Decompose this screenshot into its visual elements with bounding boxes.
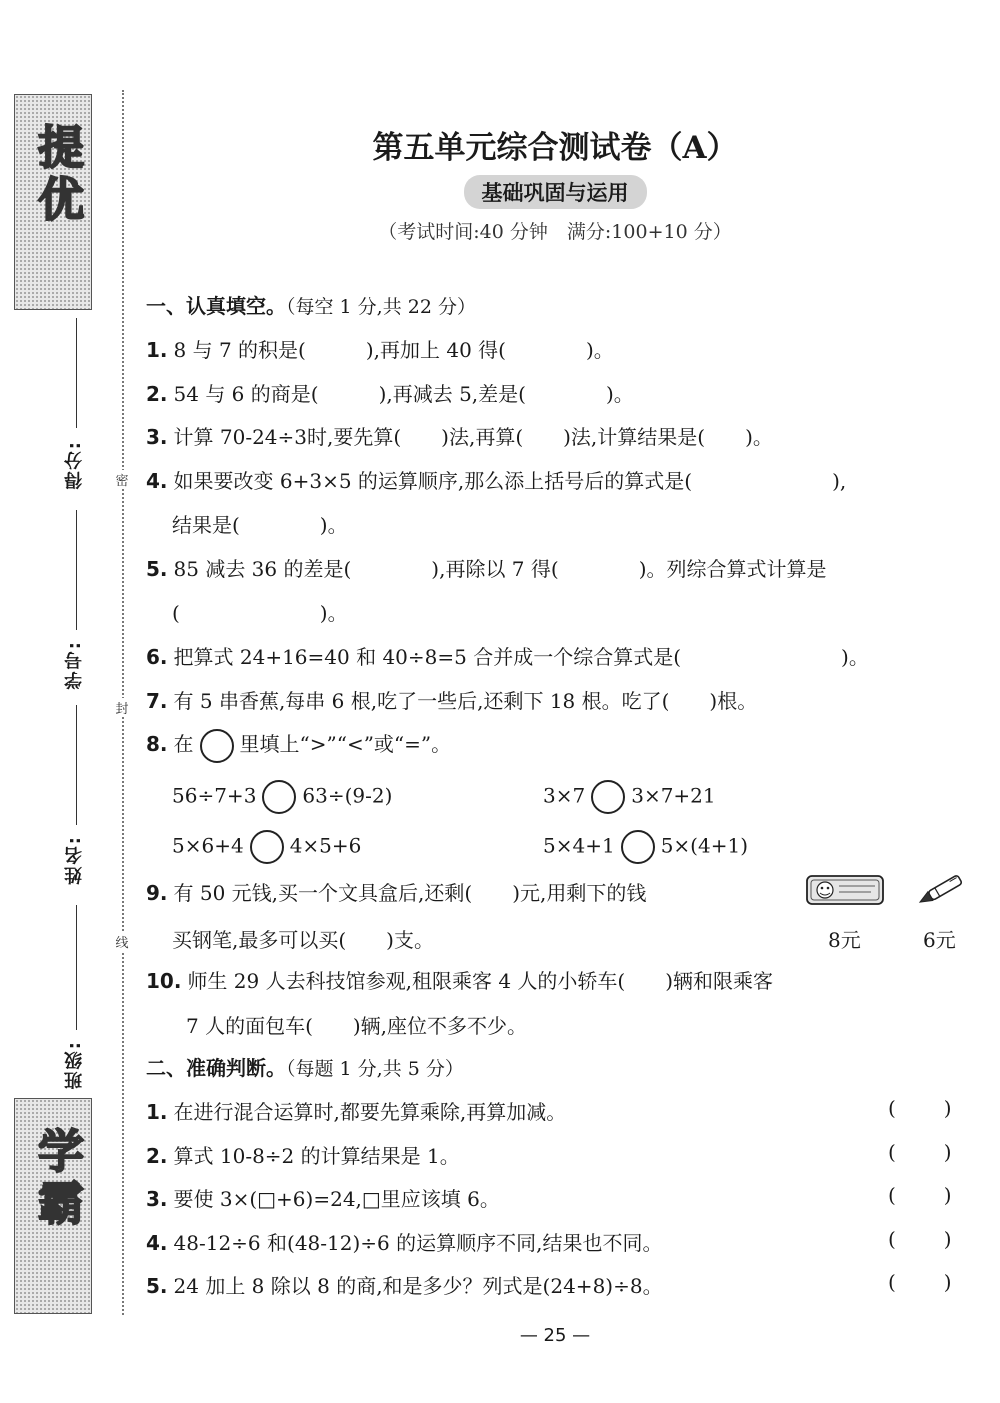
question-text: 如果要改变 6+3×5 的运算顺序,那么添上括号后的算式是( ), bbox=[173, 469, 847, 493]
section1-heading bbox=[146, 290, 476, 319]
name-line bbox=[76, 705, 77, 825]
question-text: 在进行混合运算时,都要先算乘除,再算加减。 bbox=[173, 1100, 567, 1124]
class-line bbox=[76, 905, 77, 1030]
question-text: 24 加上 8 除以 8 的商,和是多少？列式是(24+8)÷8。 bbox=[173, 1274, 663, 1298]
compare-item-4 bbox=[543, 830, 748, 864]
compare-right: 3×7+21 bbox=[631, 783, 716, 808]
answer-paren[interactable]: () bbox=[888, 1183, 1000, 1207]
score-line bbox=[76, 318, 77, 428]
question-4-cont: 结果是( )。 bbox=[172, 513, 348, 537]
question-text: 有 50 元钱,买一个文具盒后,还剩( )元,用剩下的钱 bbox=[173, 881, 647, 905]
compare-right: 63÷(9-2) bbox=[302, 783, 393, 808]
compare-right: 4×5+6 bbox=[289, 833, 362, 858]
compare-left: 5×4+1 bbox=[543, 833, 615, 858]
answer-paren[interactable]: () bbox=[888, 1270, 1000, 1294]
answer-circle[interactable] bbox=[250, 830, 284, 864]
question-10 bbox=[146, 965, 773, 994]
compare-left: 5×6+4 bbox=[172, 833, 244, 858]
page-number: — 25 — bbox=[519, 1325, 591, 1346]
compare-left: 56÷7+3 bbox=[172, 783, 257, 808]
class-label: 班级: bbox=[64, 1040, 85, 1090]
price-pen: 6元 bbox=[923, 928, 956, 952]
compare-item-1 bbox=[172, 780, 392, 814]
price-pencil-box: 8元 bbox=[828, 928, 861, 952]
question-number: 1. bbox=[146, 338, 168, 362]
question-number: 1. bbox=[146, 1100, 168, 1124]
section1-title: 一、认真填空。 bbox=[146, 294, 286, 318]
answer-circle[interactable] bbox=[621, 830, 655, 864]
compare-right: 5×(4+1) bbox=[660, 833, 748, 858]
subtitle-wrap bbox=[0, 175, 1000, 209]
exam-info: （考试时间:40 分钟 满分:100+10 分） bbox=[378, 221, 732, 243]
judge-item-2 bbox=[146, 1140, 460, 1169]
seal-xian: 线 bbox=[108, 932, 136, 951]
question-number: 5. bbox=[146, 1274, 168, 1298]
question-7 bbox=[146, 685, 757, 714]
judge-item-4 bbox=[146, 1227, 662, 1256]
subtitle-badge: 基础巩固与运用 bbox=[464, 175, 647, 209]
seal-mi: 密 bbox=[108, 470, 136, 489]
student-id-line bbox=[76, 510, 77, 630]
judge-item-1 bbox=[146, 1096, 566, 1125]
question-text-pre: 在 bbox=[173, 732, 194, 756]
question-text-post: 里填上“>”“<”或“=”。 bbox=[239, 732, 452, 756]
judge-item-5 bbox=[146, 1270, 663, 1299]
compare-left: 3×7 bbox=[543, 783, 586, 808]
question-1 bbox=[146, 334, 614, 363]
compare-item-3 bbox=[172, 830, 361, 864]
question-number: 2. bbox=[146, 1144, 168, 1168]
section2-score: （每题 1 分,共 5 分） bbox=[286, 1058, 464, 1080]
comparison-circle-icon bbox=[200, 729, 234, 763]
question-9 bbox=[146, 877, 646, 906]
section2-title: 二、准确判断。 bbox=[146, 1056, 286, 1080]
section1-score: （每空 1 分,共 22 分） bbox=[286, 296, 476, 318]
section2-heading bbox=[146, 1052, 464, 1081]
question-text: 要使 3×(□+6)=24,□里应该填 6。 bbox=[173, 1187, 500, 1211]
question-number: 3. bbox=[146, 425, 168, 449]
question-4 bbox=[146, 465, 846, 494]
question-text: 把算式 24+16=40 和 40÷8=5 合并成一个综合算式是( )。 bbox=[173, 645, 869, 669]
question-text: 算式 10-8÷2 的计算结果是 1。 bbox=[173, 1144, 460, 1168]
fountain-pen-icon bbox=[915, 870, 971, 910]
question-number: 3. bbox=[146, 1187, 168, 1211]
question-text: 54 与 6 的商是( ),再减去 5,差是( )。 bbox=[173, 382, 634, 406]
seal-feng: 封 bbox=[108, 698, 136, 717]
question-9-cont: 买钢笔,最多可以买( )支。 bbox=[172, 928, 434, 952]
question-5 bbox=[146, 553, 827, 582]
answer-paren[interactable]: () bbox=[888, 1227, 1000, 1251]
name-label: 姓名: bbox=[64, 835, 85, 885]
judge-item-3 bbox=[146, 1183, 500, 1212]
answer-paren[interactable]: () bbox=[888, 1140, 1000, 1164]
question-text: 有 5 串香蕉,每串 6 根,吃了一些后,还剩下 18 根。吃了( )根。 bbox=[173, 689, 758, 713]
question-number: 4. bbox=[146, 469, 168, 493]
top-tag-text: 提优 bbox=[31, 123, 85, 227]
pencil-box-icon bbox=[805, 872, 885, 908]
question-text: 85 减去 36 的差是( ),再除以 7 得( )。列综合算式计算是 bbox=[173, 557, 827, 581]
question-6 bbox=[146, 641, 869, 670]
question-10-cont: 7 人的面包车( )辆,座位不多不少。 bbox=[186, 1014, 528, 1038]
student-id-label: 学号: bbox=[64, 640, 85, 690]
question-8 bbox=[146, 728, 451, 763]
answer-circle[interactable] bbox=[591, 780, 625, 814]
page-title: 第五单元综合测试卷（A） bbox=[372, 130, 738, 166]
question-text: 48-12÷6 和(48-12)÷6 的运算顺序不同,结果也不同。 bbox=[173, 1231, 663, 1255]
question-number: 4. bbox=[146, 1231, 168, 1255]
question-number: 5. bbox=[146, 557, 168, 581]
question-number: 9. bbox=[146, 881, 168, 905]
answer-circle[interactable] bbox=[262, 780, 296, 814]
bottom-tag-text: 学霸 bbox=[31, 1127, 85, 1231]
question-number: 7. bbox=[146, 689, 168, 713]
question-text: 计算 70-24÷3时,要先算( )法,再算( )法,计算结果是( )。 bbox=[173, 425, 773, 449]
question-number: 10. bbox=[146, 969, 182, 993]
question-number: 2. bbox=[146, 382, 168, 406]
question-2 bbox=[146, 378, 634, 407]
question-3 bbox=[146, 421, 773, 450]
bottom-tag bbox=[14, 1098, 92, 1314]
question-5-cont: ( )。 bbox=[172, 601, 348, 625]
question-text: 8 与 7 的积是( ),再加上 40 得( )。 bbox=[173, 338, 614, 362]
answer-paren[interactable]: () bbox=[888, 1096, 1000, 1120]
score-label: 得分: bbox=[64, 440, 85, 490]
question-number: 8. bbox=[146, 732, 168, 756]
question-number: 6. bbox=[146, 645, 168, 669]
compare-item-2 bbox=[543, 780, 716, 814]
question-text: 师生 29 人去科技馆参观,租限乘客 4 人的小轿车( )辆和限乘客 bbox=[187, 969, 774, 993]
